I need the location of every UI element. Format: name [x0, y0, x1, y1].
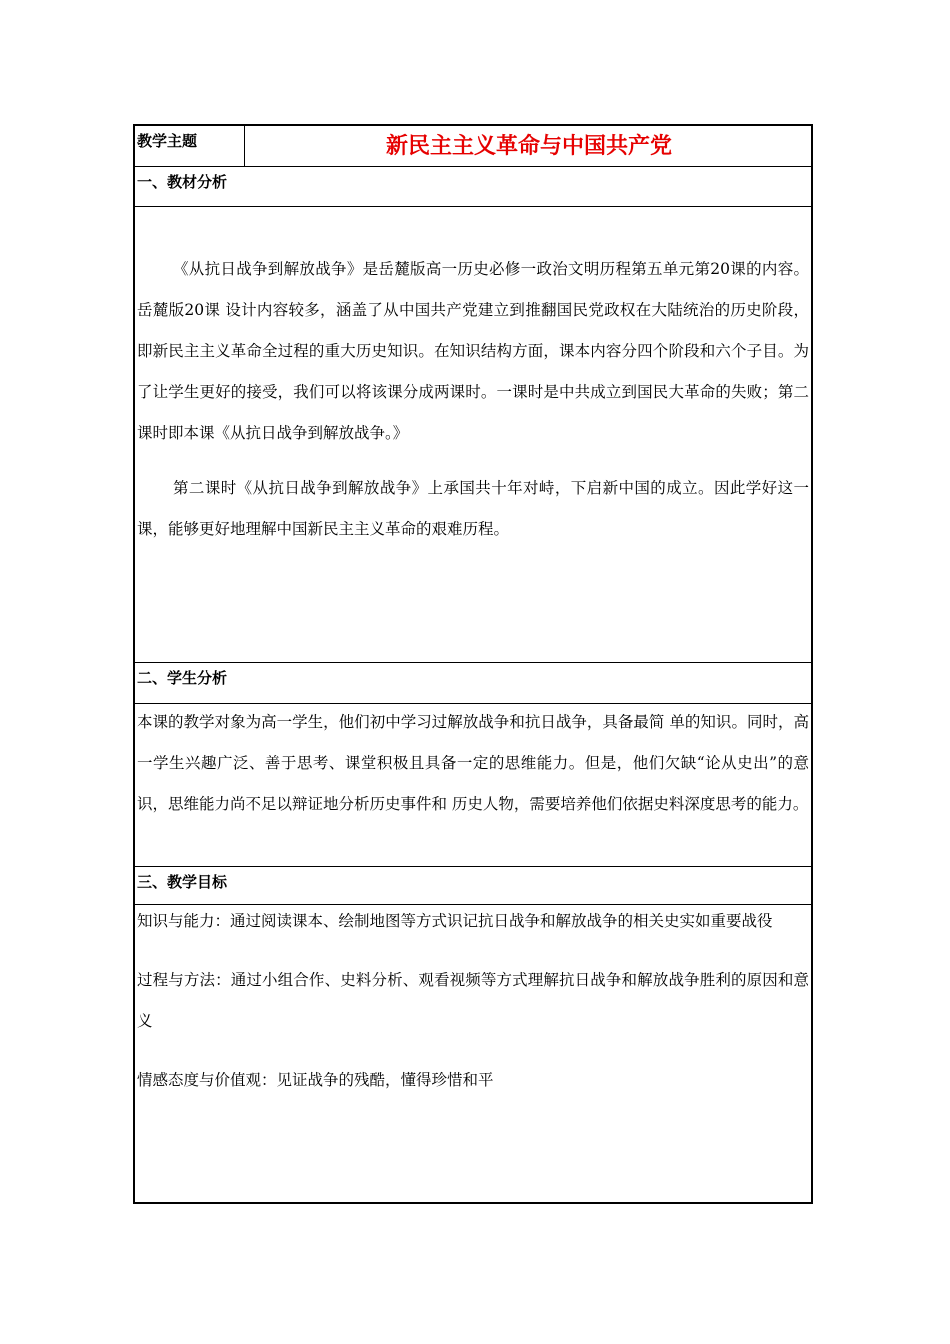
section3-heading: 三、教学目标 [137, 873, 228, 891]
section1-body [135, 207, 811, 663]
header-row [135, 126, 811, 167]
section2-heading: 二、学生分析 [137, 669, 228, 687]
section3-heading-row [135, 867, 811, 905]
section2-body [135, 704, 811, 867]
page-title: 新民主主义革命与中国共产党 [385, 134, 672, 159]
lesson-plan-table [133, 124, 813, 1204]
section1-heading: 一、教材分析 [137, 173, 228, 191]
section1-paragraph: 第二课时《从抗日战争到解放战争》上承国共十年对峙，下启新中国的成立。因此学好这一课，能够更好地理解中国新民主主义革命的艰难历程。 [137, 479, 809, 538]
topic-label: 教学主题 [135, 126, 245, 166]
section1-paragraph: 《从抗日战争到解放战争》是岳麓版高一历史必修一政治文明历程第五单元第20课的内容。岳麓版20课 设计内容较多，涵盖了从中国共产党建立到推翻国民党政权在大陆统治的历史阶段，即新民主主义革命全过程的重大历史知识。在知识结构方面，课本内容分四个阶段和六个子目。为了让学生更好的接受，我们可以将该课分成两课时。一课时是中共成立到国民大革命的失败；第二课时即本课《从抗日战争到解放战争。》 [137, 260, 809, 442]
goal-process: 过程与方法：通过小组合作、史料分析、观看视频等方式理解抗日战争和解放战争胜利的原因和意义 [137, 971, 809, 1030]
section2-paragraph: 本课的教学对象为高一学生，他们初中学习过解放战争和抗日战争，具备最简 单的知识。同时，高一学生兴趣广泛、善于思考、课堂积极且具备一定的思维能力。但是，他们欠缺“论从史出”的意识，思维能力尚不足以辩证地分析历史事件和 历史人物，需要培养他们依据史料深度思考的能力。 [137, 713, 809, 813]
goal-values: 情感态度与价值观：见证战争的残酷，懂得珍惜和平 [137, 1071, 494, 1089]
section3-body [135, 905, 811, 1202]
section2-heading-row [135, 663, 811, 704]
goal-knowledge: 知识与能力：通过阅读课本、绘制地图等方式识记抗日战争和解放战争的相关史实如重要战役 [137, 912, 773, 930]
section1-heading-row [135, 167, 811, 207]
